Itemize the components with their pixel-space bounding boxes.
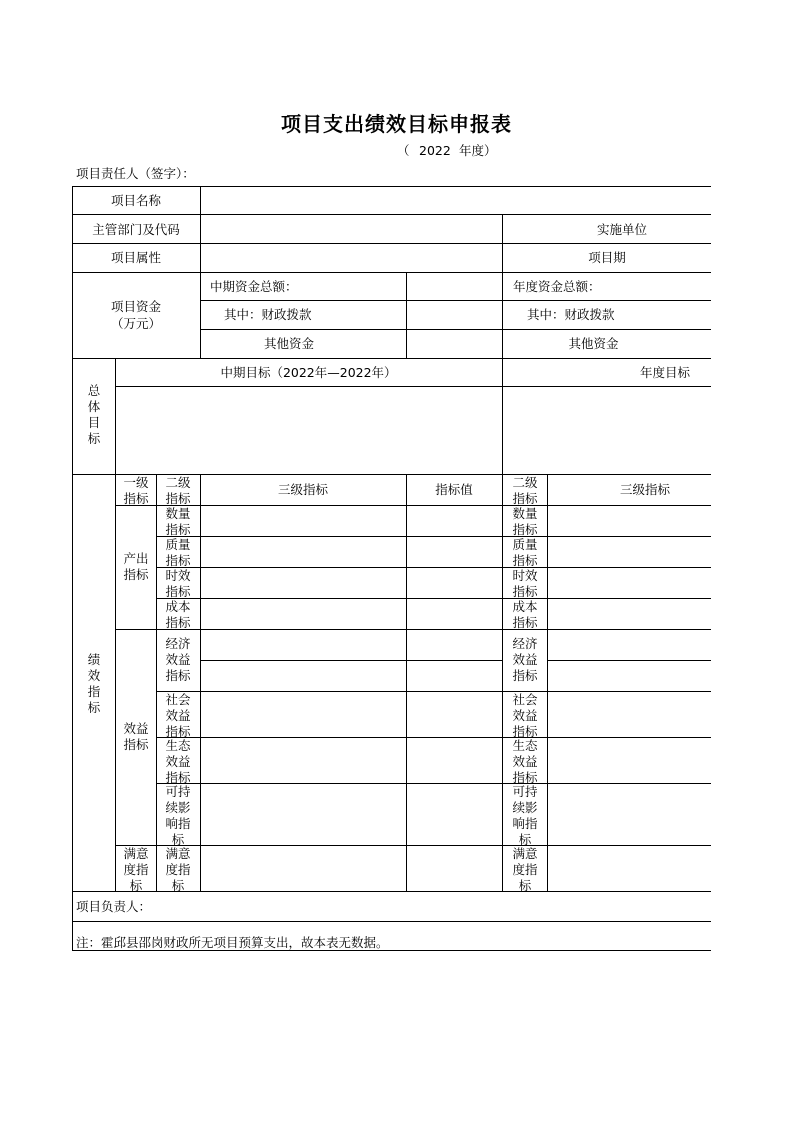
ecological-indicator-label-right: 生态效益指标 — [512, 738, 538, 785]
attribute-label: 项目属性 — [110, 250, 161, 265]
responsible-sign-label: 项目责任人（签字）： — [76, 166, 195, 181]
sustainable-indicator-label-right: 可持续影响指标 — [512, 784, 538, 847]
year-other-label: 其他资金 — [568, 336, 619, 351]
satisfaction-indicator-label: 满意度指标 — [123, 846, 149, 893]
economic-indicator-label: 经济效益指标 — [165, 636, 191, 683]
social-indicator-label: 社会效益指标 — [165, 692, 191, 739]
timeliness-indicator-label: 时效指标 — [165, 568, 191, 599]
year-fiscal-label: 其中：财政拨款 — [527, 307, 615, 322]
quality-indicator-label: 质量指标 — [165, 537, 191, 568]
timeliness-indicator-label-right: 时效指标 — [512, 568, 538, 599]
quantity-indicator-label: 数量指标 — [165, 506, 191, 537]
funds-label: 项目资金 — [110, 299, 161, 314]
level2-header: 二级指标 — [165, 475, 191, 506]
quantity-indicator-label-right: 数量指标 — [512, 506, 538, 537]
project-name-label: 项目名称 — [110, 193, 161, 208]
satisfaction2-indicator-label: 满意度指标 — [165, 846, 191, 893]
mid-target-label: 中期目标（2022年—2022年） — [220, 365, 397, 380]
year-value: 2022 — [419, 143, 451, 158]
satisfaction2-indicator-label-right: 满意度指标 — [512, 846, 538, 893]
level3-header: 三级指标 — [277, 482, 328, 497]
funds-unit: （万元） — [110, 316, 161, 331]
year-prefix: （ — [397, 143, 410, 158]
quality-indicator-label-right: 质量指标 — [512, 537, 538, 568]
year-target-label: 年度目标 — [639, 365, 690, 380]
form-title: 项目支出绩效目标申报表 — [281, 112, 512, 136]
impl-unit-label: 实施单位 — [596, 222, 647, 237]
ecological-indicator-label: 生态效益指标 — [165, 738, 191, 785]
sustainable-indicator-label: 可持续影响指标 — [165, 784, 191, 847]
mid-fiscal-label: 其中：财政拨款 — [224, 307, 312, 322]
overall-goal-label: 总体目标 — [87, 383, 101, 446]
cost-indicator-label-right: 成本指标 — [512, 599, 538, 630]
performance-indicator-label: 绩效指标 — [87, 652, 101, 715]
economic-indicator-label-right: 经济效益指标 — [512, 636, 538, 683]
year-total-label: 年度资金总额： — [513, 279, 601, 294]
value-header: 指标值 — [435, 482, 473, 497]
benefit-indicator-label: 效益指标 — [123, 721, 149, 752]
mid-other-label: 其他资金 — [263, 336, 314, 351]
period-label: 项目期 — [588, 250, 626, 265]
footer-note: 注：霍邱县邵岗财政所无项目预算支出，故本表无数据。 — [76, 935, 389, 950]
year-suffix: 年度） — [459, 143, 497, 158]
cost-indicator-label: 成本指标 — [165, 599, 191, 630]
dept-code-label: 主管部门及代码 — [92, 222, 180, 237]
level2-header-right: 二级指标 — [512, 475, 538, 506]
mid-total-label: 中期资金总额： — [210, 279, 298, 294]
level3-header-right: 三级指标 — [619, 482, 670, 497]
project-responsible-label: 项目负责人： — [76, 899, 152, 914]
output-indicator-label: 产出指标 — [123, 551, 149, 582]
social-indicator-label-right: 社会效益指标 — [512, 692, 538, 739]
level1-header: 一级指标 — [123, 475, 149, 506]
